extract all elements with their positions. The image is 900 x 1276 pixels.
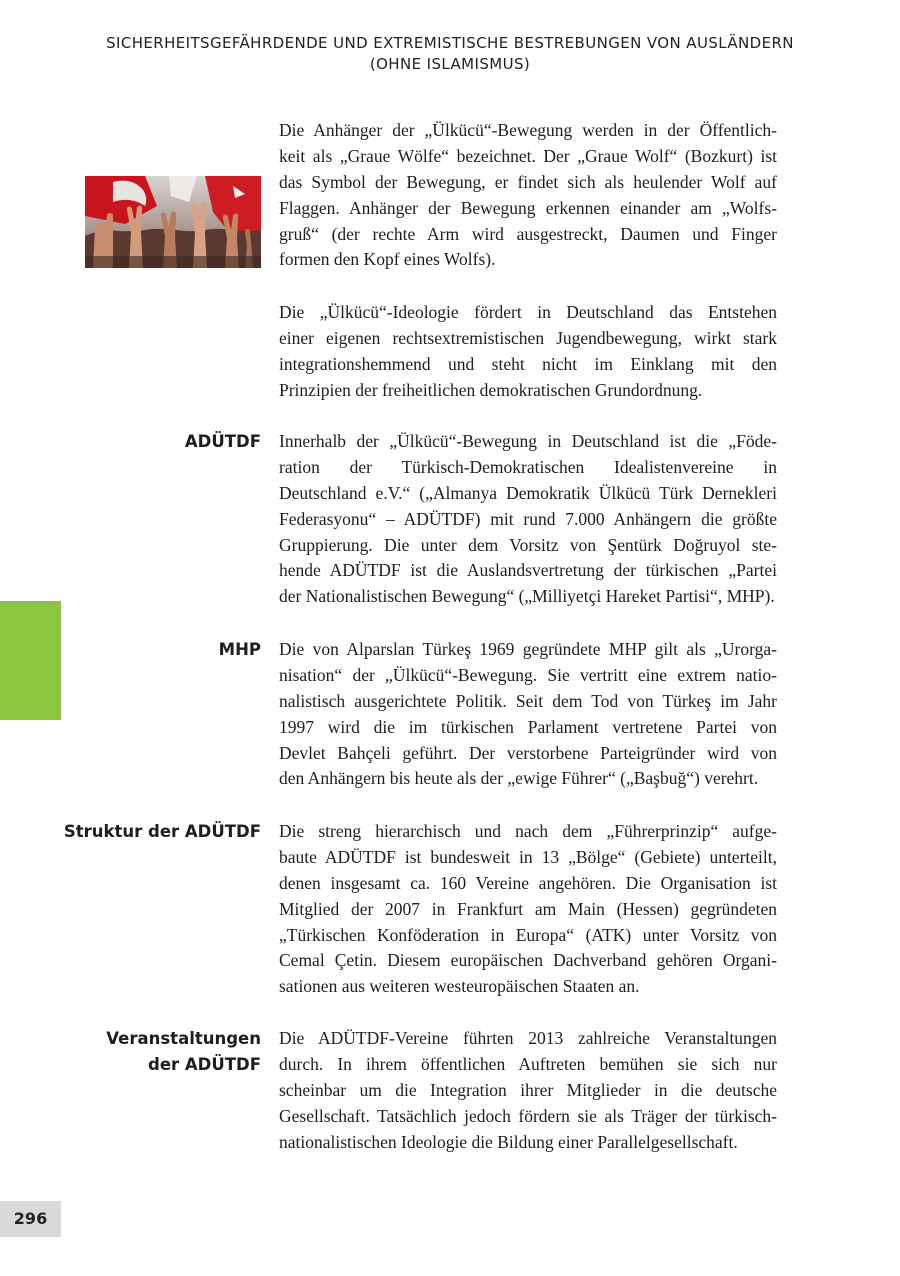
text-line: nationalistischen Ideologie die Bildung einer Parallelgesellschaft.: [279, 1131, 738, 1152]
text-line: „Türkischen Konföderation in Europa“ (ATK) unter Vorsitz von: [279, 924, 777, 945]
text-line: formen den Kopf eines Wolfs).: [279, 249, 496, 270]
text-line: Mitglied der 2007 in Frankfurt am Main (Hessen) gegründeten: [279, 898, 777, 919]
paragraph-ideology: [279, 300, 777, 404]
text-line: einer eigenen rechtsextremistischen Jugendbewegung, wirkt stark: [279, 327, 777, 348]
text-line: Innerhalb der „Ülkücü“-Bewegung in Deutschland ist die „Föde-: [279, 431, 777, 451]
text-line: Gruppierung. Die unter dem Vorsitz von Şentürk Doğruyol ste-: [279, 534, 777, 555]
running-header-line-1: SICHERHEITSGEFÄHRDENDE UND EXTREMISTISCHE BESTREBUNGEN VON AUSLÄNDERN: [106, 34, 794, 52]
photo-wolf-salute: [85, 176, 261, 268]
running-header-line-2: (OHNE ISLAMISMUS): [369, 55, 531, 73]
text-line: sationen aus weiteren westeuropäischen Staaten an.: [279, 976, 640, 997]
side-heading-adutdf: ADÜTDF: [184, 432, 261, 451]
text-line: Die Anhänger der „Ülkücü“-Bewegung werden in der Öffentlich-: [279, 120, 777, 140]
side-heading-line: der ADÜTDF: [148, 1055, 261, 1074]
text-line: Federasyonu“ – ADÜTDF) mit rund 7.000 Anhängern die größte: [279, 508, 777, 529]
text-line: Die streng hierarchisch und nach dem „Führerprinzip“ aufge-: [279, 821, 777, 841]
text-line: Gesellschaft. Tatsächlich jedoch fördern sie als Träger der türkisch-: [279, 1105, 777, 1126]
side-heading-mhp: MHP: [218, 640, 261, 659]
page-number: 296: [0, 1201, 61, 1237]
text-line: der Nationalistischen Bewegung“ („Milliyetçi Hareket Partisi“, MHP).: [279, 586, 775, 607]
text-line: Cemal Çetin. Diesem europäischen Dachverband gehören Organi-: [279, 950, 777, 971]
text-line: ration der Türkisch-Demokratischen Idealistenvereine in: [279, 456, 777, 477]
text-line: das Symbol der Bewegung, er findet sich als heulender Wolf auf: [279, 171, 777, 192]
text-line: nalistisch ausgerichtete Politik. Seit dem Tod von Türkeş im Jahr: [279, 690, 777, 711]
text-line: Die von Alparslan Türkeş 1969 gegründete MHP gilt als „Urorga-: [279, 639, 777, 659]
paragraph-adutdf: [279, 429, 777, 610]
text-line: Die „Ülkücü“-Ideologie fördert in Deutschland das Entstehen: [279, 302, 777, 322]
paragraph-struktur: [279, 819, 777, 1000]
side-heading-struktur: Struktur der ADÜTDF: [63, 822, 261, 841]
text-line: integrationshemmend und steht nicht im Einklang mit den: [279, 353, 777, 374]
side-heading-veranstaltungen: [40, 1026, 261, 1078]
running-header: [0, 33, 900, 75]
text-line: baute ADÜTDF ist bundesweit in 13 „Bölge“ (Gebiete) unterteilt,: [279, 846, 777, 867]
text-line: gruß“ (der rechte Arm wird ausgestreckt, Daumen und Finger: [279, 223, 777, 244]
text-line: keit als „Graue Wölfe“ bezeichnet. Der „Graue Wolf“ (Bozkurt) ist: [279, 145, 777, 166]
side-heading-line: Veranstaltungen: [106, 1029, 261, 1048]
text-line: Prinzipien der freiheitlichen demokratischen Grundordnung.: [279, 379, 703, 400]
text-line: Flaggen. Anhänger der Bewegung erkennen einander am „Wolfs-: [279, 197, 777, 218]
text-line: Deutschland e.V.“ („Almanya Demokratik Ülkücü Türk Dernekleri: [279, 482, 777, 503]
text-line: durch. In ihrem öffentlichen Auftreten bemühen sie sich nur: [279, 1053, 777, 1074]
text-line: Devlet Bahçeli geführt. Der verstorbene Parteigründer wird von: [279, 742, 777, 763]
paragraph-mhp: [279, 637, 777, 792]
text-line: 1997 wird die im türkischen Parlament vertretene Partei von: [279, 716, 777, 737]
text-line: denen insgesamt ca. 160 Vereine angehören. Die Organisation ist: [279, 872, 777, 893]
text-line: nisation“ der „Ülkücü“-Bewegung. Sie vertritt eine extrem natio-: [279, 664, 777, 685]
text-line: scheinbar um die Integration ihrer Mitglieder in die deutsche: [279, 1079, 777, 1100]
paragraph-intro: [279, 118, 777, 273]
text-line: den Anhängern bis heute als der „ewige Führer“ („Başbuğ“) verehrt.: [279, 768, 759, 789]
text-line: Die ADÜTDF-Vereine führten 2013 zahlreiche Veranstaltungen: [279, 1028, 777, 1048]
paragraph-veranstaltungen: [279, 1026, 777, 1155]
text-line: hende ADÜTDF ist die Auslandsvertretung der türkischen „Partei: [279, 560, 777, 581]
